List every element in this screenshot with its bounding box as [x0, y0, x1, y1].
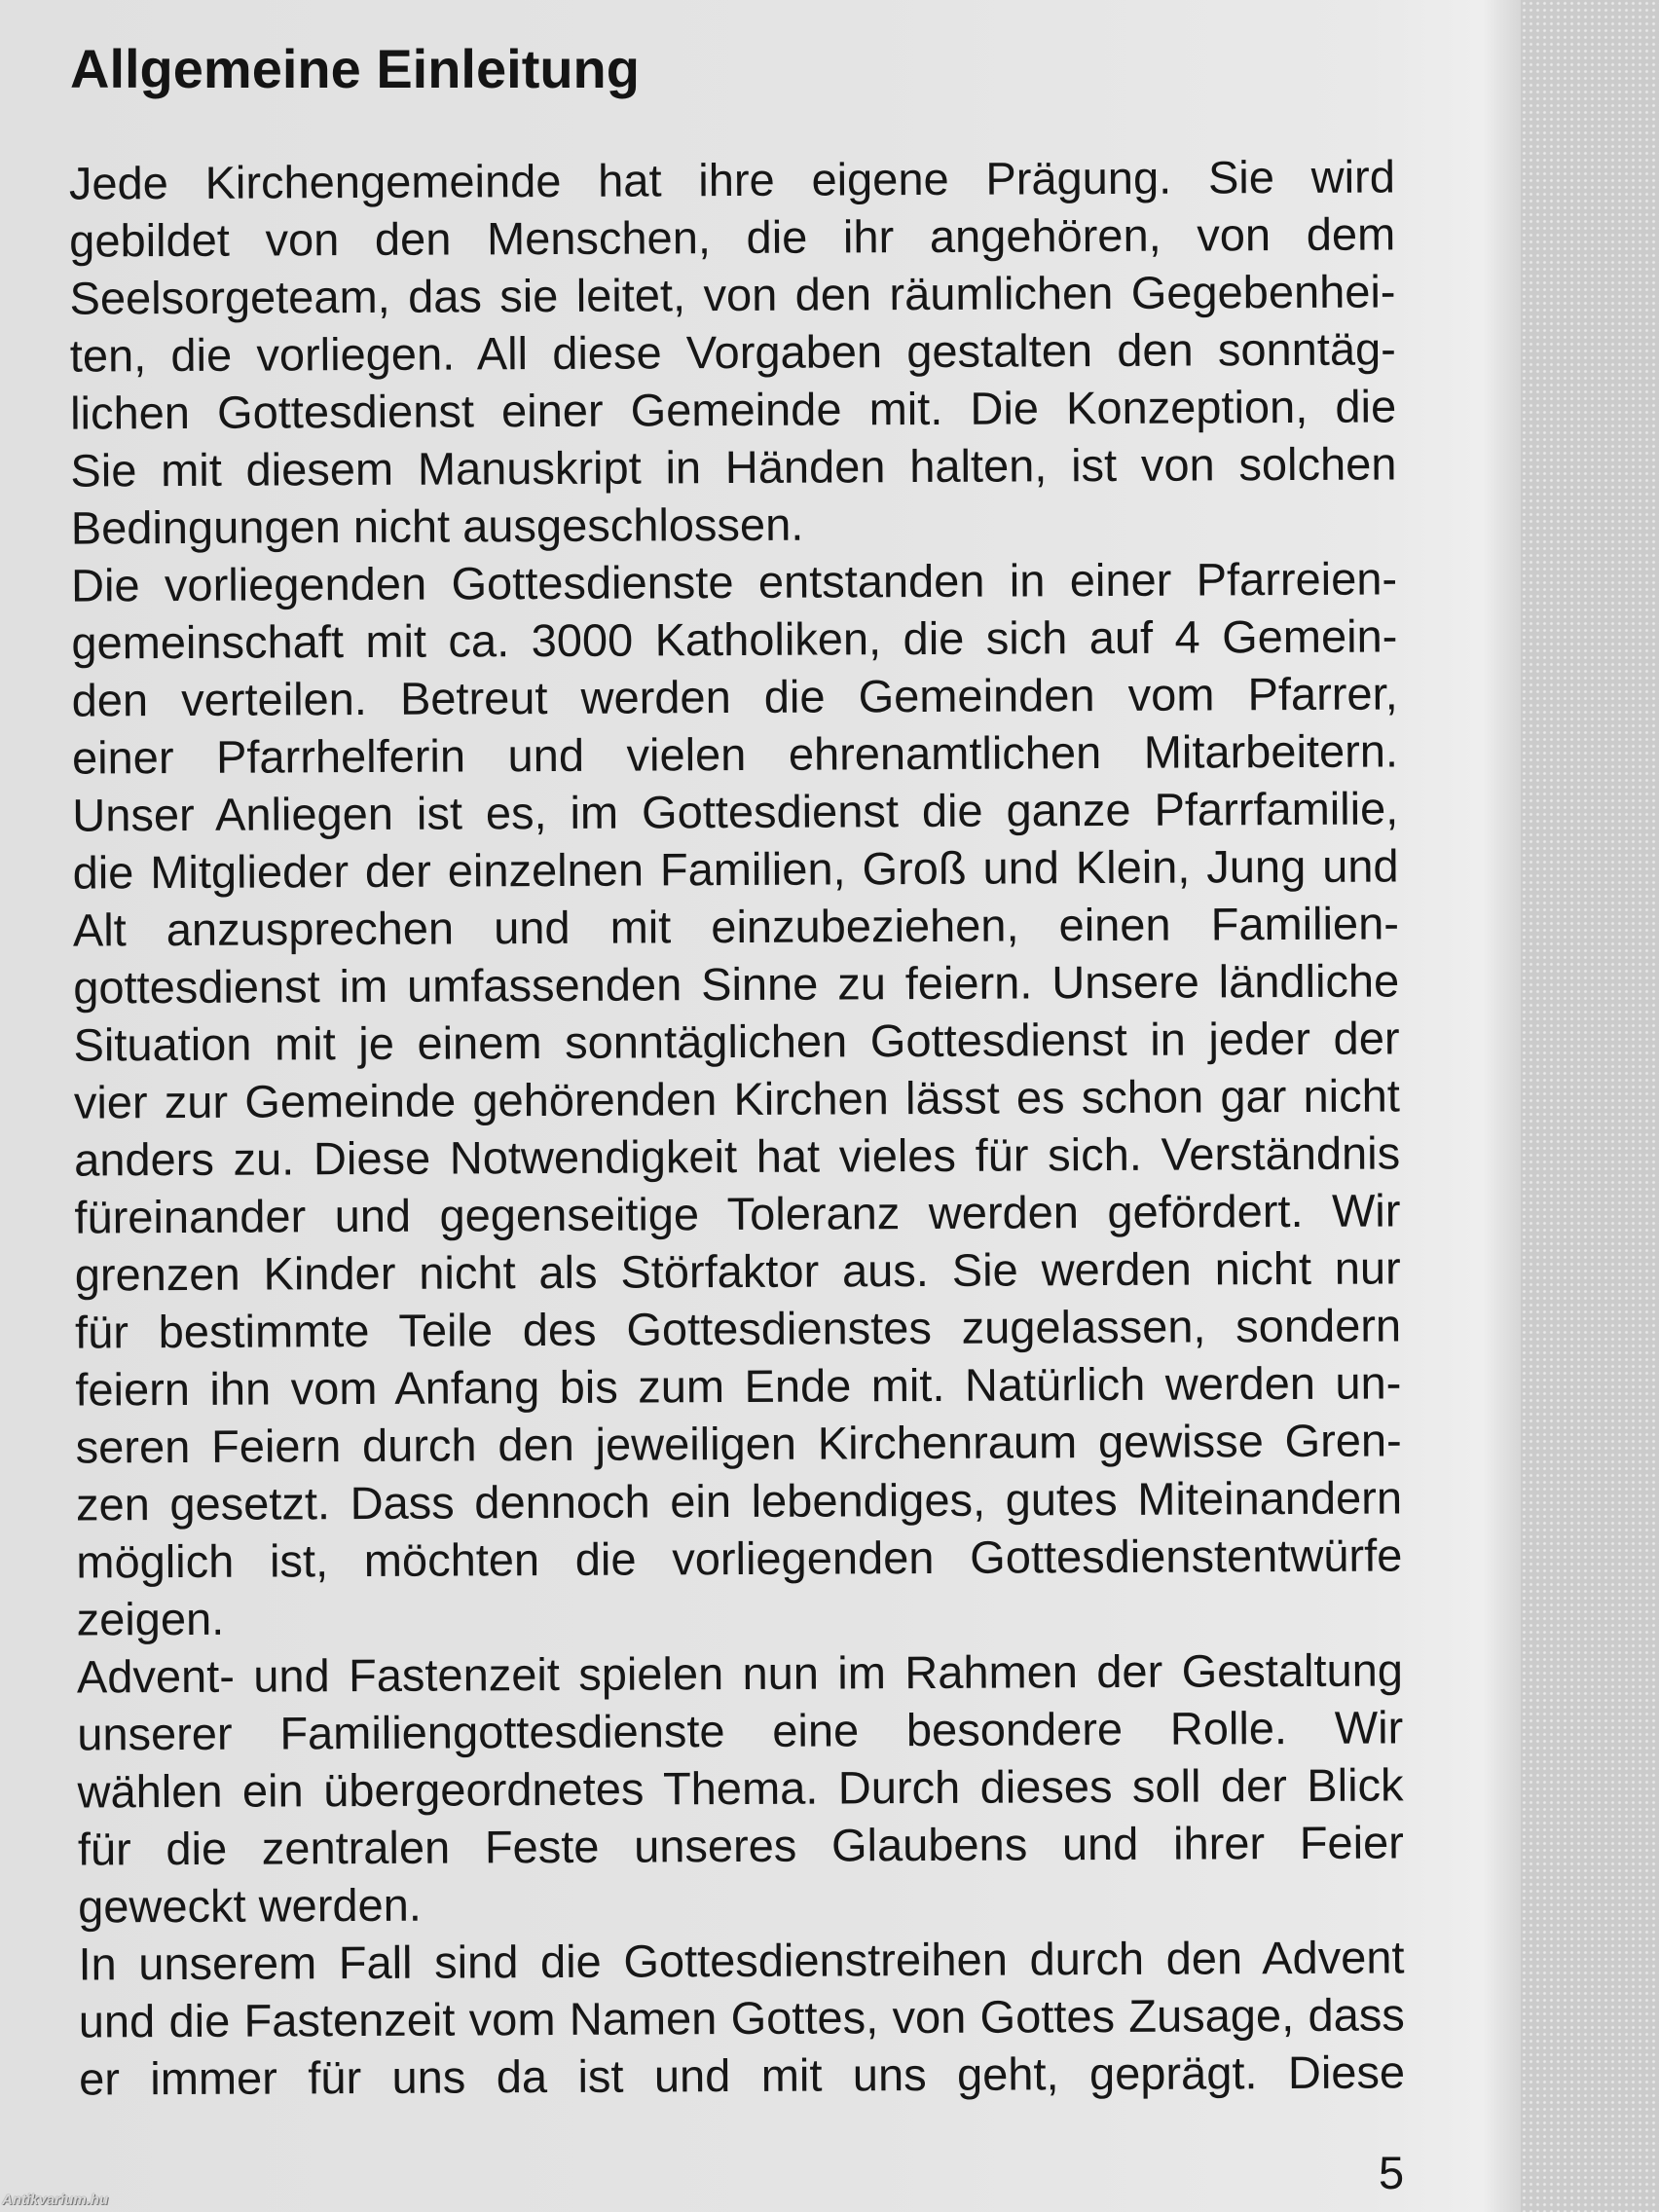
text-line: lichen Gottesdienst einer Gemeinde mit. Die Konzeption, die	[70, 380, 1397, 439]
text-line: vier zur Gemeinde gehörenden Kirchen lässt es schon gar nicht	[73, 1069, 1400, 1128]
text-line: und die Fastenzeit vom Namen Gottes, von Gottes Zusage, dass	[78, 1988, 1405, 2047]
text-line: zeigen.	[76, 1592, 225, 1645]
text-line: Seelsorgeteam, das sie leitet, von den räumlichen Gegebenhei-	[69, 265, 1396, 324]
text-line: Situation mit je einem sonntäglichen Gottesdienst in jeder der	[73, 1012, 1400, 1071]
text-line: Jede Kirchengemeinde hat ihre eigene Prägung. Sie wird	[68, 150, 1396, 209]
text-line: füreinander und gegenseitige Toleranz werden gefördert. Wir	[74, 1184, 1401, 1243]
text-line: Bedingungen nicht ausgeschlossen.	[70, 498, 804, 554]
text-line: grenzen Kinder nicht als Störfaktor aus. Sie werden nicht nur	[74, 1241, 1401, 1301]
text-line: In unserem Fall sind die Gottesdienstreihen durch den Advent	[78, 1931, 1405, 1990]
paragraph-2	[71, 549, 1403, 1647]
text-line: Die vorliegenden Gottesdienste entstanden in einer Pfarreien-	[70, 552, 1398, 611]
watermark: Antikvarium.hu	[2, 2192, 109, 2208]
text-line: seren Feiern durch den jeweiligen Kirchenraum gewisse Gren-	[75, 1414, 1402, 1473]
text-line: zen gesetzt. Dass dennoch ein lebendiges, gutes Miteinandern	[75, 1471, 1403, 1530]
text-line: einer Pfarrhelferin und vielen ehrenamtlichen Mitarbeitern.	[71, 724, 1399, 784]
paragraph-4	[78, 1928, 1405, 2107]
text-line: wählen ein übergeordnetes Thema. Durch dieses soll der Blick	[77, 1758, 1404, 1818]
text-line: er immer für uns da ist und mit uns geht, geprägt. Diese	[78, 2046, 1406, 2105]
text-line: Alt anzusprechen und mit einzubeziehen, einen Familien-	[72, 897, 1400, 956]
scanner-bed-background	[1521, 0, 1659, 2212]
text-line: möglich ist, möchten die vorliegenden Gottesdienstentwürfe	[76, 1529, 1403, 1588]
text-line: Unser Anliegen ist es, im Gottesdienst die ganze Pfarrfamilie,	[72, 782, 1399, 841]
body-text	[69, 147, 1405, 2107]
text-line: für die zentralen Feste unseres Glaubens und ihrer Feier	[77, 1816, 1404, 1875]
text-line: feiern ihn vom Anfang bis zum Ende mit. Natürlich werden un-	[75, 1356, 1402, 1416]
text-line: den verteilen. Betreut werden die Gemeinden vom Pfarrer,	[71, 667, 1398, 726]
text-line: ten, die vorliegen. All diese Vorgaben gestalten den sonntäg-	[69, 322, 1396, 382]
page-number: 5	[1379, 2147, 1405, 2198]
text-line: für bestimmte Teile des Gottesdienstes zugelassen, sondern	[74, 1299, 1402, 1358]
text-line: Sie mit diesem Manuskript in Händen halten, ist von solchen	[70, 437, 1397, 497]
text-line: die Mitglieder der einzelnen Familien, Groß und Klein, Jung und	[72, 839, 1399, 899]
text-line: geweckt werden.	[78, 1878, 423, 1933]
paragraph-3	[77, 1641, 1405, 1935]
text-line: Advent- und Fastenzeit spielen nun im Rahmen der Gestaltung	[76, 1643, 1404, 1703]
text-line: unserer Familiengottesdienste eine besondere Rolle. Wir	[77, 1701, 1404, 1760]
page-title: Allgemeine Einleitung	[70, 38, 640, 99]
text-line: gebildet von den Menschen, die ihr angehören, von dem	[69, 207, 1396, 267]
paragraph-1	[69, 147, 1397, 556]
text-line: anders zu. Diese Notwendigkeit hat vieles für sich. Verständnis	[74, 1126, 1401, 1186]
text-line: gemeinschaft mit ca. 3000 Katholiken, die sich auf 4 Gemein-	[71, 609, 1398, 669]
text-line: gottesdienst im umfassenden Sinne zu feiern. Unsere ländliche	[73, 954, 1400, 1014]
